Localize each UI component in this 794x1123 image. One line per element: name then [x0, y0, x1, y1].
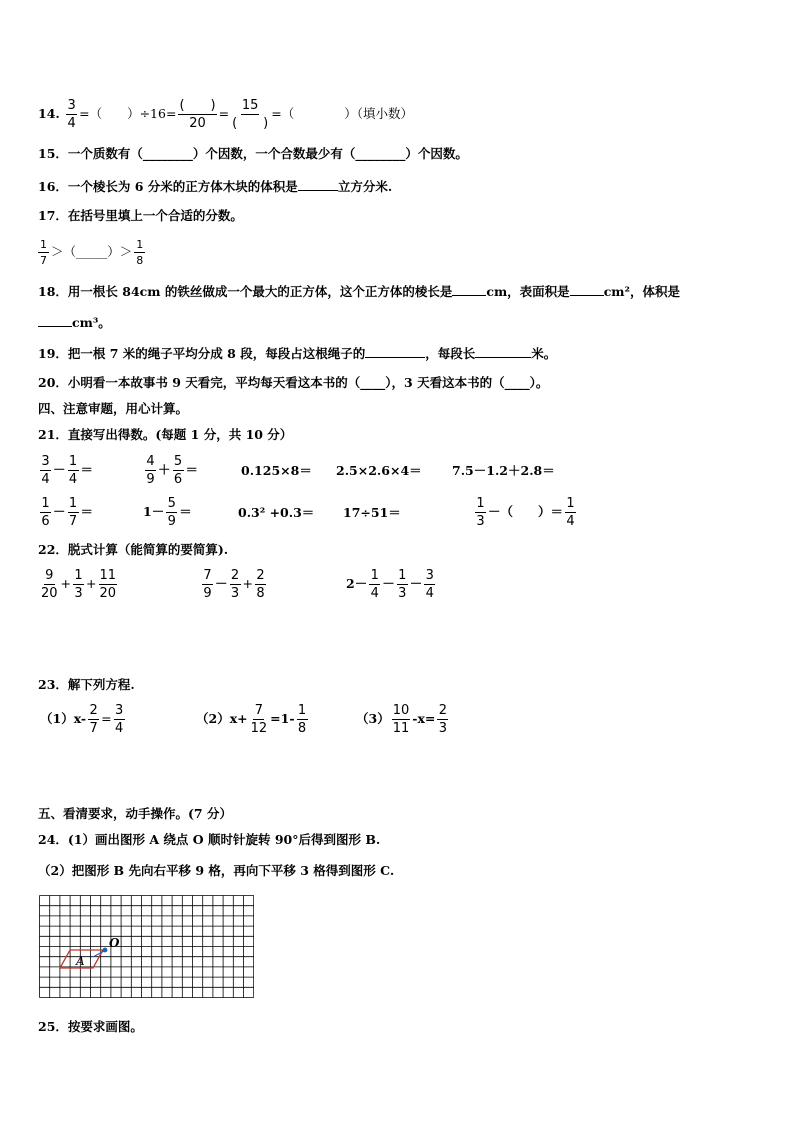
q21j-f2-den: 4 — [566, 514, 575, 529]
q21-item-h: 0.3² +0.3＝ — [238, 505, 315, 520]
q21f-f1-den: 6 — [41, 514, 50, 529]
q23-1-f1-num: 2 — [89, 703, 98, 718]
section-5-heading: 五、看清要求，动手操作。(7 分） — [38, 806, 232, 821]
q21b-f1-num: 4 — [146, 454, 155, 469]
q17-f1-num: 1 — [40, 238, 47, 251]
q23-1-f1-den: 7 — [89, 721, 98, 736]
q21j-f2-num: 1 — [566, 496, 575, 511]
q23-3-f1-den: 11 — [392, 721, 410, 736]
q14-f3-den: ( ) — [232, 116, 269, 131]
question-23: 23．解下列方程. — [38, 677, 135, 692]
q22c-f2 — [397, 568, 408, 601]
q21b-f2 — [173, 454, 184, 487]
q23-eq-1 — [40, 703, 127, 736]
q21a-op: － — [53, 462, 66, 477]
q23-2-f2-num: 1 — [297, 703, 307, 718]
point-o-label: O — [109, 936, 120, 950]
q18-blank-1[interactable] — [452, 282, 486, 296]
q22c-f3 — [424, 568, 435, 601]
q22a-f2-den: 3 — [74, 586, 83, 601]
q23-3-f1 — [392, 703, 411, 736]
question-19 — [38, 344, 556, 362]
q23-1-f1 — [88, 703, 99, 736]
q22a-f1 — [40, 568, 59, 601]
q14-eq1: =（ ）÷16= — [79, 106, 177, 121]
question-24-part-2: （2）把图形 B 先向右平移 9 格，再向下平移 3 格得到图形 C. — [38, 863, 395, 878]
q19-text-c: 米。 — [531, 346, 557, 361]
q21j-f1-num: 1 — [476, 496, 485, 511]
q21a-f2-den: 4 — [68, 472, 78, 487]
q23-3-f2 — [437, 703, 448, 736]
q21-item-b — [143, 454, 198, 487]
q21-item-i: 17÷51＝ — [343, 505, 401, 520]
q23-eq-3 — [356, 703, 450, 736]
q19-blank-1[interactable] — [365, 344, 425, 358]
q14-fraction-2 — [178, 98, 216, 131]
question-17: 17．在括号里填上一个合适的分数。 — [38, 208, 243, 223]
q23-2-f1-den: 12 — [250, 721, 268, 736]
question-18 — [38, 282, 680, 300]
q23-1-f2 — [114, 703, 125, 736]
q21b-f1 — [145, 454, 156, 487]
q21-item-f — [38, 496, 93, 529]
question-21: 21．直接写出得数。(每题 1 分，共 10 分） — [38, 427, 293, 442]
q22b-f1-num: 7 — [203, 568, 212, 583]
q21a-f1-den: 4 — [41, 472, 50, 487]
q21f-f2-den: 7 — [68, 514, 78, 529]
q21a-eq: ＝ — [80, 462, 94, 477]
q16-unit: 立方分米. — [337, 179, 393, 194]
q17-f2 — [134, 238, 145, 267]
q22a-f3 — [99, 568, 118, 601]
q21a-f1-num: 3 — [41, 454, 50, 469]
q16-text: 16．一个棱长为 6 分米的正方体木块的体积是 — [38, 179, 298, 194]
q22c-f3-num: 3 — [425, 568, 434, 583]
q14-f1-den: 4 — [67, 116, 76, 131]
q21f-f2 — [68, 496, 79, 529]
q23-2-pre: （2）x+ — [196, 711, 248, 726]
q22c-f3-den: 4 — [425, 586, 434, 601]
q16-blank[interactable] — [298, 177, 338, 191]
q14-f1-num: 3 — [67, 98, 76, 113]
q23-2-f2-den: 8 — [297, 721, 307, 736]
q18-blank-3[interactable] — [38, 313, 72, 327]
q18-blank-2[interactable] — [570, 282, 604, 296]
q21f-op: － — [53, 504, 66, 519]
q21g-pre: 1－ — [143, 504, 165, 519]
question-16 — [38, 177, 392, 195]
q23-3-eq: -x= — [412, 711, 436, 726]
q22b-f2-den: 3 — [230, 586, 240, 601]
q14-f3-num: 15 — [241, 98, 259, 113]
q14-tail: =（ ）（填小数） — [271, 106, 413, 121]
q21-item-e: 7.5－1.2＋2.8＝ — [452, 463, 555, 478]
q21-item-d: 2.5×2.6×4＝ — [336, 463, 422, 478]
q21g-f1-den: 9 — [167, 514, 176, 529]
q19-text: 19．把一根 7 米的绳子平均分成 8 段，每段占这根绳子的 — [38, 346, 366, 361]
q21g-f1-num: 5 — [167, 496, 176, 511]
q21f-eq: ＝ — [80, 504, 94, 519]
q23-2-eq: =1- — [270, 711, 295, 726]
q21j-f1-den: 3 — [476, 514, 485, 529]
q23-1-f2-num: 3 — [114, 703, 124, 718]
q21-item-g — [143, 496, 192, 529]
q17-f1-den: 7 — [40, 254, 47, 267]
question-20: 20．小明看一本故事书 9 天看完，平均每天看这本书的（____），3 天看这本书的（____）。 — [38, 375, 549, 390]
q21-item-a — [38, 454, 93, 487]
q14-eq2: = — [218, 106, 230, 121]
q21j-f1 — [475, 496, 486, 529]
figure-a-connector — [93, 951, 104, 957]
q23-eq-2 — [196, 703, 310, 736]
q23-1-f2-den: 4 — [114, 721, 124, 736]
q23-2-f1 — [250, 703, 269, 736]
q22-expr-c: 2－ $\frac{1}{4}$ － $\frac{1}{3}$ － $\frac{3}{4}$ — [346, 568, 434, 601]
q21f-f1 — [40, 496, 51, 529]
q22-expr-a: $\frac{9}{20}$ + $\frac{1}{3}$ + $\frac{11}{20}$ — [41, 568, 117, 601]
q21j-f2 — [565, 496, 576, 529]
question-22: 22．脱式计算（能简算的要简算). — [38, 542, 229, 557]
grid-figure[interactable] — [39, 895, 254, 1004]
q21-item-j — [473, 496, 578, 529]
q22b-f3-den: 8 — [256, 586, 265, 601]
q22b-f1-den: 9 — [203, 586, 212, 601]
q22a-f1-den: 20 — [41, 586, 58, 601]
q17-expression — [36, 238, 147, 267]
q22c-f1-num: 1 — [370, 568, 379, 583]
question-18-cont — [38, 313, 111, 331]
q21f-f2-num: 1 — [68, 496, 78, 511]
q21b-f2-num: 5 — [173, 454, 183, 469]
q22c-f1 — [369, 568, 380, 601]
q22c-f2-den: 3 — [398, 586, 407, 601]
q14-f2-den: 20 — [189, 116, 206, 131]
q18-text: 18．用一根长 84cm 的铁丝做成一个最大的正方体，这个正方体的棱长是 — [38, 284, 453, 299]
q22b-f3 — [255, 568, 266, 601]
q22b-f1 — [202, 568, 213, 601]
q22c-f2-num: 1 — [398, 568, 407, 583]
question-24-part-1: 24．(1）画出图形 A 绕点 O 顺时针旋转 90°后得到图形 B. — [38, 832, 381, 847]
q23-3-f2-den: 3 — [438, 721, 448, 736]
q17-f1 — [38, 238, 49, 267]
q22a-f2-num: 1 — [74, 568, 83, 583]
q23-1-eq: = — [101, 711, 112, 726]
q22b-f3-num: 2 — [256, 568, 265, 583]
q21a-f2 — [68, 454, 79, 487]
q19-text-b: ，每段长 — [425, 346, 476, 361]
q22b-f2 — [230, 568, 241, 601]
q14-fraction-3 — [231, 98, 269, 131]
q22a-f3-den: 20 — [99, 586, 117, 601]
grid-lines — [40, 896, 254, 998]
figure-a-label: A — [76, 954, 85, 968]
q21b-op: ＋ — [158, 462, 171, 477]
q21b-eq: ＝ — [185, 462, 199, 477]
q14-f2-num: ( ) — [179, 98, 216, 113]
q21j-mid: －（ ）＝ — [488, 504, 564, 519]
q21f-f1-num: 1 — [41, 496, 50, 511]
q21a-f2-num: 1 — [68, 454, 78, 469]
q22c-pre: 2－ — [346, 576, 368, 591]
q22a-f3-num: 11 — [99, 568, 117, 583]
q22c-f1-den: 4 — [370, 586, 379, 601]
q21-item-c: 0.125×8＝ — [241, 463, 312, 478]
q21b-f1-den: 9 — [146, 472, 155, 487]
q18-text-d: cm³。 — [72, 315, 111, 330]
q17-mid: ＞（_____）＞ — [51, 244, 133, 259]
q22a-f1-num: 9 — [45, 568, 54, 583]
point-o-marker — [103, 948, 108, 953]
q23-3-f1-num: 10 — [392, 703, 410, 718]
q14-number: 14. — [38, 106, 60, 121]
q22-expr-b: $\frac{7}{9}$ － $\frac{2}{3}$ + $\frac{2}{8}$ — [203, 568, 265, 601]
q21a-f1 — [40, 454, 51, 487]
q22b-f2-num: 2 — [230, 568, 240, 583]
q23-3-pre: （3） — [356, 711, 390, 726]
question-25: 25．按要求画图。 — [38, 1019, 143, 1034]
q23-1-pre: （1）x- — [40, 711, 87, 726]
q17-f2-den: 8 — [136, 254, 144, 267]
question-14 — [38, 98, 413, 131]
q17-f2-num: 1 — [136, 238, 144, 251]
q23-3-f2-num: 2 — [438, 703, 448, 718]
q18-text-c: cm²，体积是 — [603, 284, 680, 299]
q23-2-f1-num: 7 — [254, 703, 264, 718]
q23-2-f2 — [297, 703, 308, 736]
q21b-f2-den: 6 — [173, 472, 183, 487]
q22a-f2 — [73, 568, 84, 601]
question-15: 15．一个质数有（________）个因数，一个合数最少有（________）个因数。 — [38, 146, 468, 161]
q21g-f1 — [166, 496, 177, 529]
q21g-eq: ＝ — [179, 504, 192, 519]
section-4-heading: 四、注意审题，用心计算。 — [38, 401, 189, 416]
q14-fraction-1 — [66, 98, 77, 131]
q19-blank-2[interactable] — [475, 344, 531, 358]
q18-text-b: cm，表面积是 — [486, 284, 570, 299]
